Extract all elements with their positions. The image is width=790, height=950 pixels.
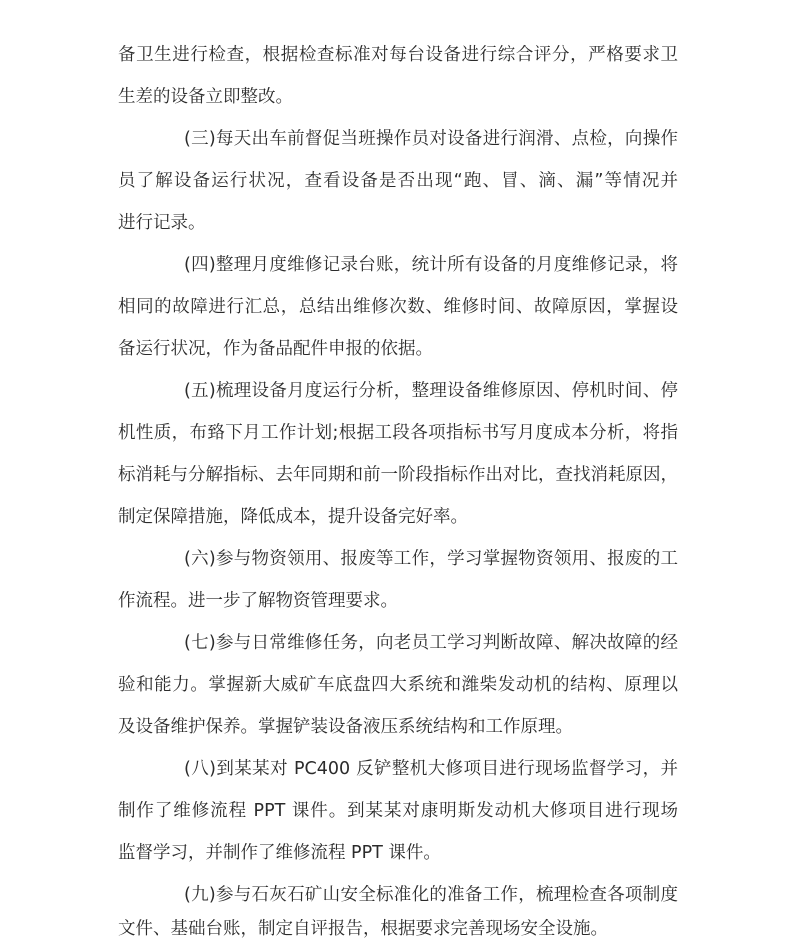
text-line: 员了解设备运行状况，查看设备是否出现“跑、冒、滴、漏”等情况并 [118,171,678,191]
paragraph-first-line: (七)参与日常维修任务，向老员工学习判断故障、解决故障的经 [184,633,678,653]
text-line: 验和能力。掌握新大威矿车底盘四大系统和潍柴发动机的结构、原理以 [118,675,678,695]
text-line: 及设备维护保养。掌握铲装设备液压系统结构和工作原理。 [118,717,573,737]
paragraph-first-line: (五)梳理设备月度运行分析，整理设备维修原因、停机时间、停 [184,381,678,401]
text-line: 进行记录。 [118,213,206,233]
text-line: 相同的故障进行汇总，总结出维修次数、维修时间、故障原因，掌握设 [118,297,678,317]
text-line: 文件、基础台账，制定自评报告，根据要求完善现场安全设施。 [118,919,608,939]
text-line: 机性质，布臵下月工作计划;根据工段各项指标书写月度成本分析，将指 [118,423,678,443]
text-line: 制作了维修流程 PPT 课件。到某某对康明斯发动机大修项目进行现场 [118,801,678,821]
paragraph-first-line: (九)参与石灰石矿山安全标准化的准备工作，梳理检查各项制度 [184,885,678,905]
text-line: 备运行状况，作为备品配件申报的依据。 [118,339,433,359]
text-line: 标消耗与分解指标、去年同期和前一阶段指标作出对比，查找消耗原因， [118,465,678,485]
text-line: 制定保障措施，降低成本，提升设备完好率。 [118,507,468,527]
text-line: 生差的设备立即整改。 [118,87,293,107]
text-line: 监督学习，并制作了维修流程 PPT 课件。 [118,843,441,863]
paragraph-first-line: (三)每天出车前督促当班操作员对设备进行润滑、点检，向操作 [184,129,678,149]
text-line: 作流程。进一步了解物资管理要求。 [118,591,398,611]
paragraph-first-line: (八)到某某对 PC400 反铲整机大修项目进行现场监督学习，并 [184,759,678,779]
paragraph-first-line: (六)参与物资领用、报废等工作，学习掌握物资领用、报废的工 [184,549,678,569]
text-line: 备卫生进行检查，根据检查标准对每台设备进行综合评分，严格要求卫 [118,45,678,65]
paragraph-first-line: (四)整理月度维修记录台账，统计所有设备的月度维修记录，将 [184,255,678,275]
